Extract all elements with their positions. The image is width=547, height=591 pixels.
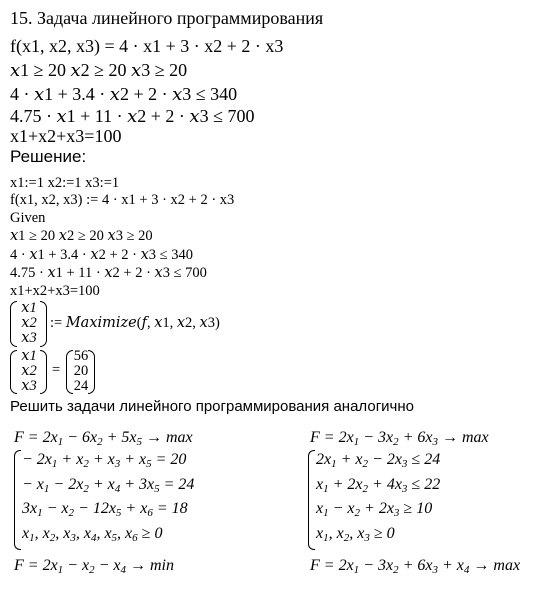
formula-text: x [316,524,324,542]
formula-text: + 6x [398,429,433,446]
subscript: 2 [362,458,369,470]
subscript: 6 [147,507,153,519]
subscript: 1 [43,482,50,495]
formula-text: x [316,500,324,517]
formula-text: + x [120,451,147,468]
subscript: 2 [97,436,103,448]
right-task-objective [310,428,489,452]
formula-text: − 3x [359,557,394,574]
formula-text: − 2x [49,475,84,493]
formula-text: + 6x [398,557,433,574]
subscript: 1 [353,436,360,448]
subscript: 1 [37,507,43,519]
right-task-objective-2 [310,556,520,580]
formula-text: , x [117,524,133,542]
function-definition: f(x1, x2, x3) := 4 · x1 + 3 · x2 + 2 · x3 [10,192,235,208]
formula-text: − x [63,557,90,574]
formula-text: x [316,475,324,493]
formula-text: 2x [316,451,332,468]
subscript: 5 [115,507,122,519]
maximize-vector: 𝑥1 𝑥2 𝑥3 [21,300,37,346]
left-task-system [22,450,194,548]
variable-bounds: 𝑥1 ≥ 20 𝑥2 ≥ 20 𝑥3 ≥ 20 [10,60,188,80]
solution-heading: Решение: [10,147,87,166]
subscript: 1 [353,564,360,576]
formula-text: , x [349,524,365,542]
initial-values: x1:=1 x2:=1 x3:=1 [10,175,120,191]
formula-text: → min [125,557,174,574]
formula-text: + x [121,500,148,517]
subscript: 5 [154,482,160,495]
subscript: 2 [89,564,95,576]
subscript: 2 [83,482,89,495]
tasks-heading: Решить задачи линейного программирования аналогично [10,398,414,415]
right-system-brace [308,450,315,550]
right-system-row [316,450,440,475]
subscript: 2 [83,458,89,470]
formula-text: , x [75,524,91,542]
subscript: 1 [57,564,64,576]
formula-text: − x [328,500,355,517]
left-objective-min-line [14,556,174,580]
formula-text: ≤ 22 [407,475,441,493]
formula-text: + 2x [328,475,363,493]
formula-text: − x [94,557,121,574]
problem-title: 15. Задача линейного программирования [10,8,324,28]
left-task-objective [14,428,193,452]
left-task-objective-2 [14,556,174,580]
subscript: 2 [68,507,75,519]
equals-sign: = [52,362,61,378]
formula-text: − 3x [359,429,394,446]
formula-text: − 2x [368,451,402,468]
solution-constraint-3: x1+x2+x3=100 [10,283,100,299]
subscript: 4 [463,564,470,576]
formula-text: , x [34,524,50,542]
formula-text: ≤ 24 [407,451,441,468]
left-system-row [22,499,194,524]
subscript: 4 [90,531,97,544]
formula-text: F = 2x [310,557,354,574]
constraint-2: 4.75 · 𝑥1 + 11 · 𝑥2 + 2 · 𝑥3 ≤ 700 [10,106,255,126]
subscript: 1 [57,436,64,448]
result-vars-vector: 𝑥1 𝑥2 𝑥3 [21,348,37,394]
formula-text: − 6x [63,429,98,446]
formula-text: ≥ 10 [399,500,433,517]
solution-constraint-2: 4.75 · 𝑥1 + 11 · 𝑥2 + 2 · 𝑥3 ≤ 700 [10,265,207,281]
subscript: 1 [29,531,35,544]
subscript: 1 [323,507,329,519]
subscript: 4 [114,482,121,495]
subscript: 3 [364,531,370,544]
formula-text: = 20 [151,451,187,468]
right-system-row [316,475,440,500]
subscript: 2 [343,531,350,544]
subscript: 5 [111,531,118,544]
formula-text: x [22,524,30,542]
right-system-row [316,524,440,549]
result-right-paren [40,350,47,394]
formula-text: = 24 [159,475,195,493]
right-objective-max-line [310,556,520,580]
subscript: 2 [49,531,56,544]
subscript: 3 [432,564,438,576]
formula-text: F = 2x [310,429,354,446]
right-objective-line [310,428,489,452]
subscript: 1 [331,458,337,470]
subscript: 2 [393,436,399,448]
subscript: 4 [120,564,126,576]
formula-text: , x [96,524,112,542]
subscript: 1 [323,482,329,495]
formula-text: 3x [22,500,38,517]
subscript: 5 [136,436,142,448]
constraint-1: 4 · 𝑥1 + 3.4 · 𝑥2 + 2 · 𝑥3 ≤ 340 [10,84,238,104]
formula-text: , x [55,524,71,542]
right-system-row [316,499,440,524]
left-system-brace [14,450,21,550]
vector-right-paren [40,301,47,347]
formula-text: − x [42,500,69,517]
formula-text: + x [57,451,84,468]
subscript: 3 [70,531,76,544]
formula-text: ≥ 0 [369,524,395,542]
subscript: 2 [393,564,399,576]
given-keyword: Given [10,210,46,226]
values-right-paren [88,350,95,394]
subscript: 3 [114,458,121,470]
subscript: 3 [401,458,408,470]
formula-text: − 2x [22,451,52,468]
subscript: 3 [401,482,408,495]
subscript: 3 [432,436,438,448]
left-system-row [22,475,194,500]
subscript: 2 [362,482,369,495]
formula-text: − 12x [74,500,116,517]
formula-text: − x [22,475,44,493]
formula-text: → max [469,557,521,574]
subscript: 1 [51,458,58,470]
formula-text: → max [141,429,193,446]
formula-text: F = 2x [14,557,58,574]
formula-text: + 4x [368,475,402,493]
formula-text: + 5x [102,429,137,446]
subscript: 6 [132,531,138,544]
formula-text: + x [88,451,115,468]
constraint-3: x1+x2+x3=100 [10,126,122,146]
formula-text: , x [328,524,344,542]
left-system-row [22,450,194,475]
objective-function: f(x1, x2, x3) = 4 · x1 + 3 · x2 + 2 · x3 [10,36,284,56]
solution-constraint-1: 4 · 𝑥1 + 3.4 · 𝑥2 + 2 · 𝑥3 ≤ 340 [10,247,193,263]
formula-text: + x [336,451,363,468]
result-values-vector: 56 20 24 [73,348,89,394]
formula-text: = 18 [152,500,188,517]
left-system-row [22,524,194,549]
formula-text: F = 2x [14,429,58,446]
formula-text: → max [437,429,489,446]
formula-text: ≥ 0 [137,524,163,542]
formula-text: + x [88,475,115,493]
subscript: 5 [146,458,152,470]
maximize-call: := 𝑀𝑎𝑥𝑖𝑚𝑖𝑧𝑒(𝑓, 𝑥1, 𝑥2, 𝑥3) [50,315,220,331]
solution-bounds: 𝑥1 ≥ 20 𝑥2 ≥ 20 𝑥3 ≥ 20 [10,228,153,244]
subscript: 2 [354,507,361,519]
formula-text: + x [437,557,464,574]
formula-text: + 2x [360,500,394,517]
subscript: 1 [323,531,329,544]
formula-text: + 3x [120,475,155,493]
right-task-system [316,450,440,548]
subscript: 3 [393,507,400,519]
left-objective-line [14,428,193,452]
